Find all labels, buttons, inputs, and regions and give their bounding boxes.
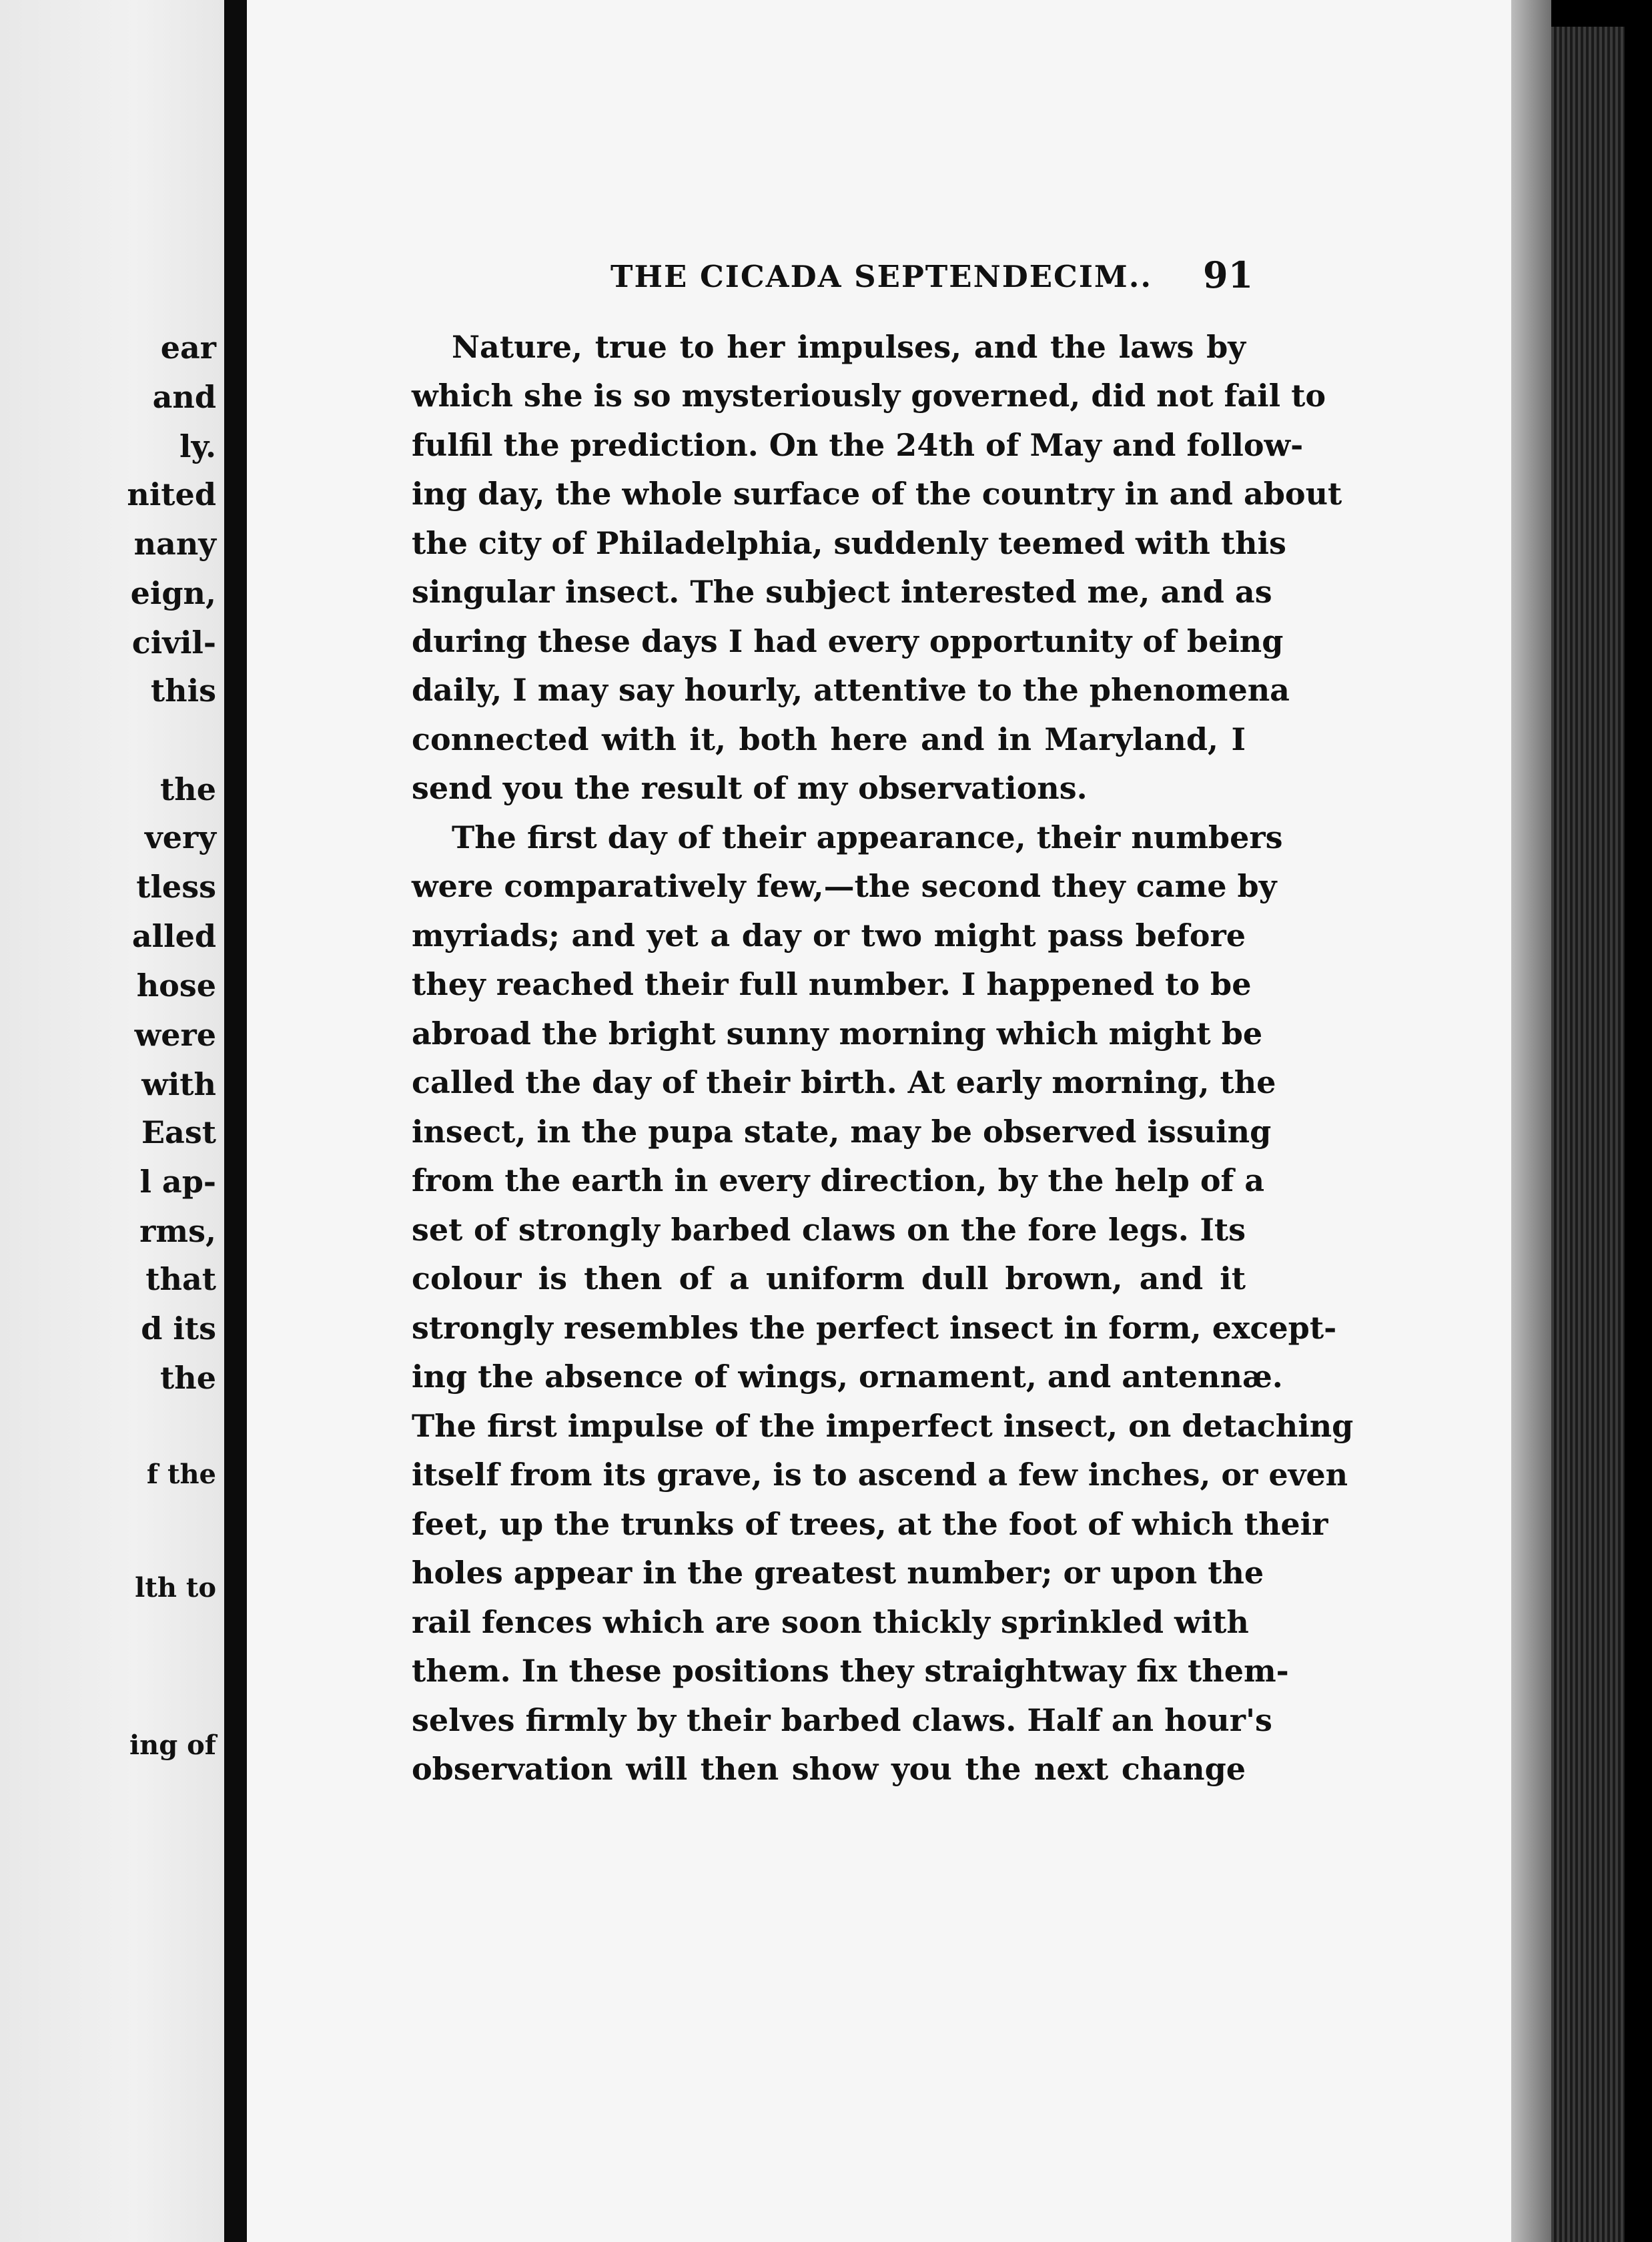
- text-line: itself from its grave, is to ascend a few inches, or even: [412, 1457, 1348, 1493]
- text-line: from the earth in every direction, by the help of a: [412, 1162, 1265, 1198]
- text-line: myriads; and yet a day or two might pass before: [412, 917, 1246, 954]
- text-line: strongly resembles the perfect insect in form, except-: [412, 1310, 1337, 1346]
- page-stack-edges: [1551, 27, 1625, 2242]
- left-text-fragment: with: [141, 1066, 216, 1102]
- text-line: daily, I may say hourly, attentive to the phenomena: [412, 672, 1290, 708]
- left-text-fragment: f the: [146, 1459, 216, 1490]
- text-line: insect, in the pupa state, may be observed issuing: [412, 1114, 1272, 1150]
- text-line: connected with it, both here and in Maryland, I: [412, 721, 1246, 757]
- text-line: set of strongly barbed claws on the fore legs. Its: [412, 1212, 1246, 1248]
- left-text-fragment: very: [145, 819, 216, 855]
- text-line: were comparatively few,—the second they came by: [412, 868, 1277, 904]
- text-line: observation will then show you the next change: [412, 1751, 1246, 1787]
- left-text-fragment: the: [160, 771, 216, 807]
- left-text-fragment: eign,: [130, 575, 216, 611]
- text-line: abroad the bright sunny morning which might be: [412, 1016, 1263, 1052]
- left-text-fragment: tless: [136, 869, 216, 905]
- text-line: fulfil the prediction. On the 24th of May and follow-: [412, 427, 1304, 463]
- running-head: THE CICADA SEPTENDECIM..: [610, 259, 1153, 294]
- text-line: rail fences which are soon thickly sprinkled with: [412, 1604, 1249, 1640]
- left-text-fragment: hose: [136, 968, 216, 1004]
- text-line: during these days I had every opportunity of being: [412, 623, 1284, 659]
- left-text-fragment: ear: [160, 330, 216, 366]
- left-text-fragment: that: [145, 1261, 216, 1297]
- text-line: they reached their full number. I happened to be: [412, 966, 1252, 1002]
- text-line: ing the absence of wings, ornament, and antennæ.: [412, 1359, 1283, 1395]
- left-text-fragment: civil-: [131, 625, 216, 661]
- text-line: send you the result of my observations.: [412, 770, 1088, 806]
- book-gutter: [224, 0, 247, 2242]
- text-line: feet, up the trunks of trees, at the foot of which their: [412, 1506, 1328, 1542]
- left-text-fragment: the: [160, 1360, 216, 1396]
- left-text-fragment: this: [150, 673, 216, 709]
- left-text-fragment: lth to: [135, 1572, 216, 1603]
- text-line: Nature, true to her impulses, and the laws by: [452, 329, 1246, 365]
- text-line: called the day of their birth. At early morning, the: [412, 1064, 1276, 1100]
- text-line: which she is so mysteriously governed, did not fail to: [412, 378, 1326, 414]
- page-number: 91: [1203, 254, 1254, 296]
- left-text-fragment: East: [141, 1114, 216, 1150]
- left-text-fragment: rms,: [139, 1213, 216, 1249]
- text-line: colour is then of a uniform dull brown, and it: [412, 1260, 1246, 1296]
- text-line: The first impulse of the imperfect insect, on detaching: [412, 1408, 1354, 1444]
- text-line: the city of Philadelphia, suddenly teemed with this: [412, 525, 1286, 561]
- text-line: ing day, the whole surface of the country in and about: [412, 476, 1342, 512]
- left-text-fragment: d its: [141, 1311, 216, 1347]
- text-line: The first day of their appearance, their numbers: [452, 819, 1283, 855]
- text-line: them. In these positions they straightway fix them-: [412, 1653, 1289, 1689]
- page-edge-shadow: [1511, 0, 1551, 2242]
- left-text-fragment: and: [152, 379, 216, 415]
- text-line: singular insect. The subject interested me, and as: [412, 574, 1272, 610]
- left-text-fragment: l ap-: [139, 1164, 216, 1200]
- left-text-fragment: nany: [133, 526, 216, 562]
- left-text-fragment: were: [134, 1017, 216, 1053]
- left-text-fragment: ly.: [179, 428, 216, 464]
- left-text-fragment: alled: [131, 918, 216, 954]
- text-line: selves firmly by their barbed claws. Half an hour's: [412, 1702, 1272, 1738]
- text-line: holes appear in the greatest number; or upon the: [412, 1555, 1264, 1591]
- left-text-fragment: ing of: [129, 1730, 216, 1761]
- left-text-fragment: nited: [127, 476, 216, 512]
- left-page-edge: [0, 0, 224, 2242]
